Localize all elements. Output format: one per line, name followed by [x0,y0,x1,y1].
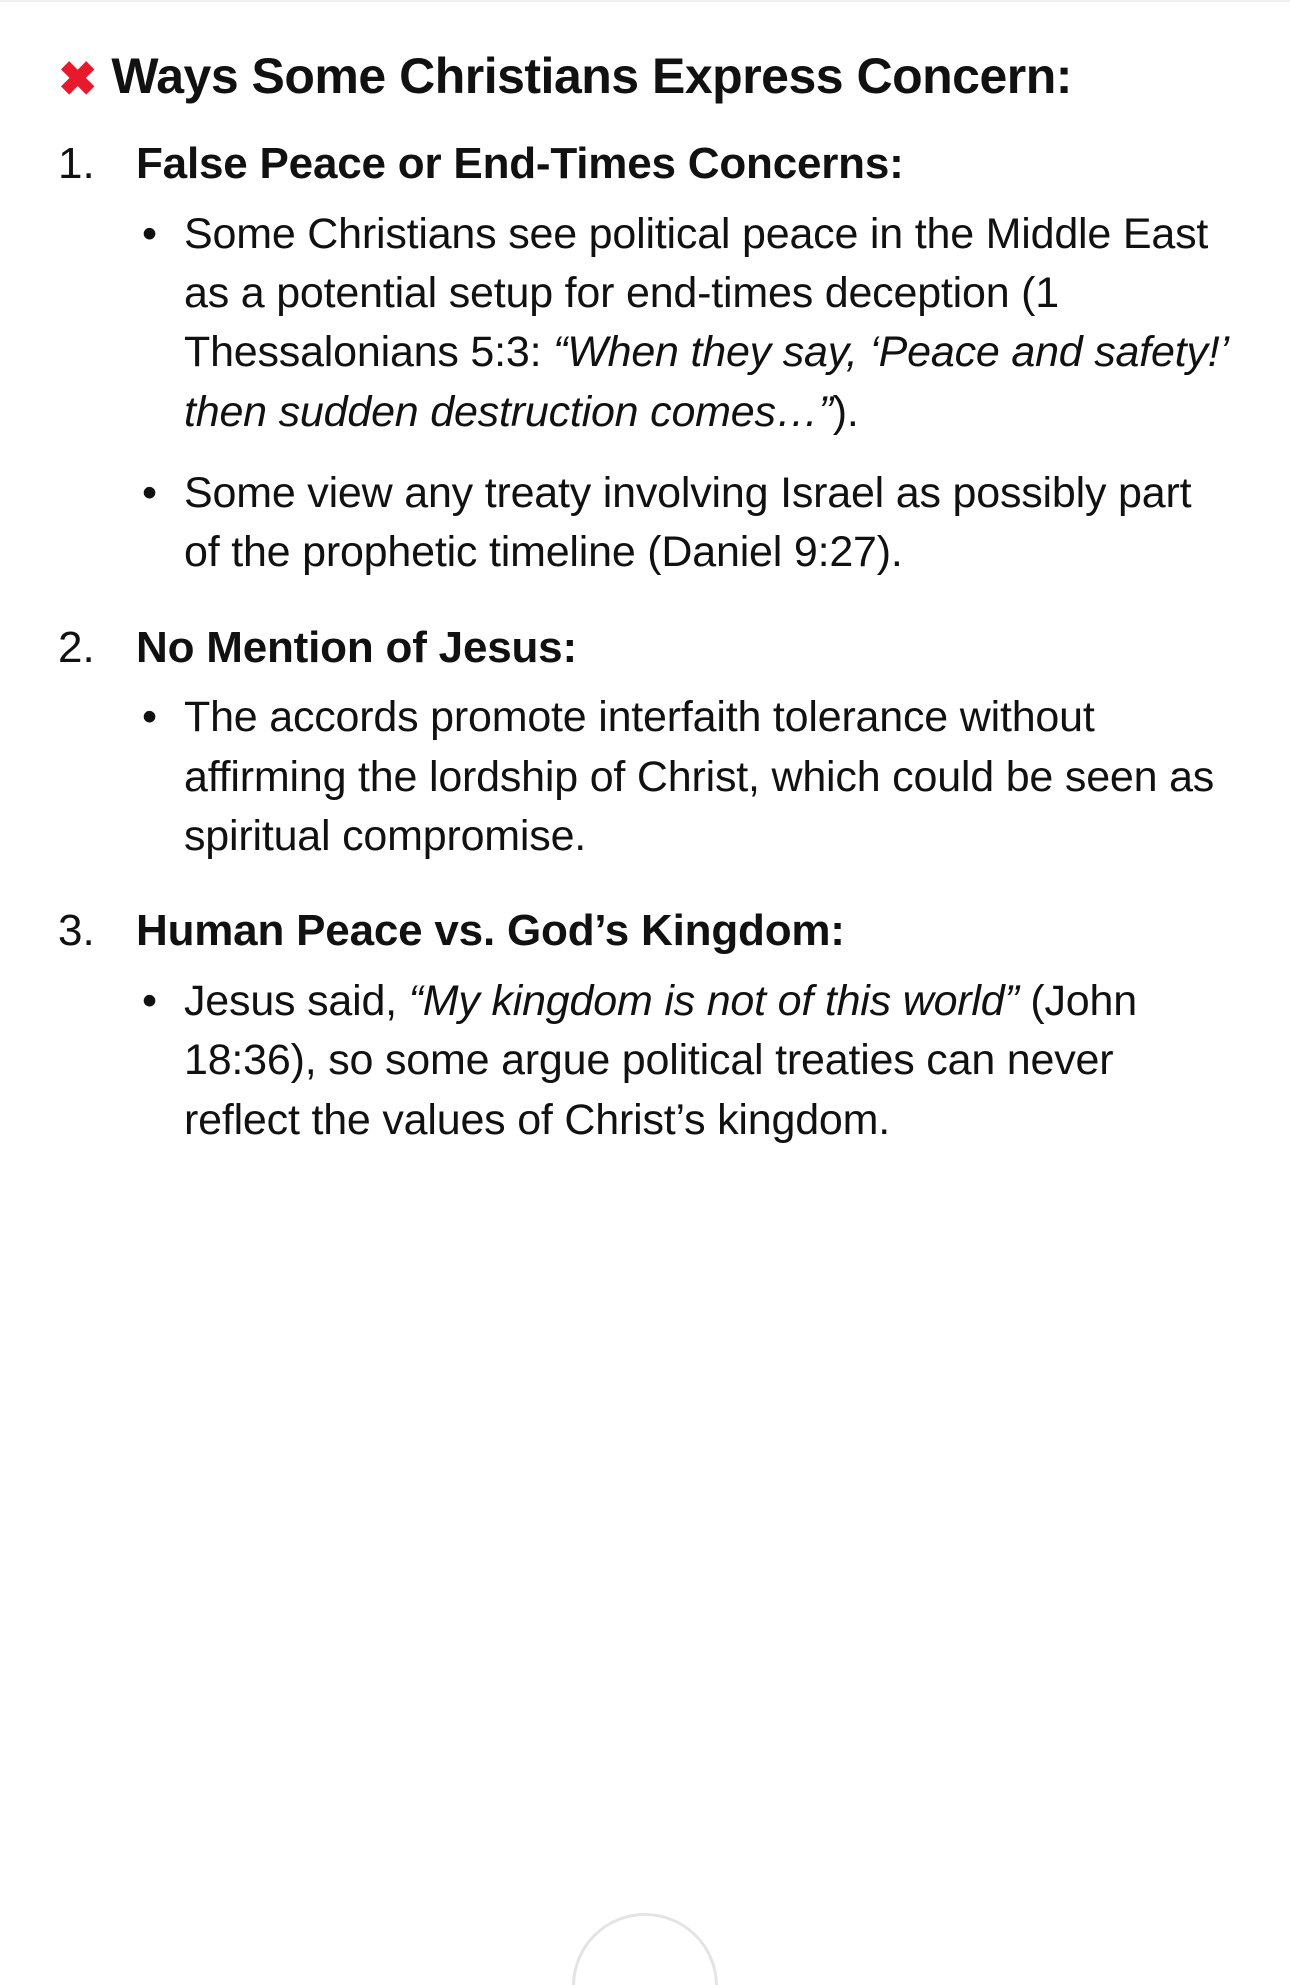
bullet-dot-icon: • [142,209,157,258]
sub-list-item [136,205,1234,442]
bullet-text-italic: “My kingdom is not of this world” [408,977,1019,1026]
list-item-title: No Mention of Jesus: [136,622,577,672]
bullet-text-tail: ). [832,387,859,436]
list-item [58,137,1234,583]
bullet-text-lead: The accords promote interfaith tolerance without affirming the lordship of Christ, which could be seen as spiritual compromise. [184,693,1215,861]
sub-list-item [136,688,1234,866]
sub-list [136,205,1234,583]
list-item-number: 2. [58,622,95,672]
bullet-text-italic: “When they say, ‘Peace and safety!’ then sudden destruction comes…” [184,328,1227,436]
sub-list-item [136,464,1234,583]
sub-list [136,688,1234,866]
list-item-number: 3. [58,906,95,956]
bullet-text-tail: (John 18:36), so some argue political treaties can never reflect the values of Christ’s kingdom. [184,977,1137,1144]
list-item [58,904,1234,1150]
bullet-dot-icon: • [142,693,157,742]
concern-list [58,137,1234,1150]
list-item [58,621,1234,867]
document-content [0,2,1290,1150]
sub-list [136,972,1234,1150]
bullet-text-lead: Some view any treaty involving Israel as possibly part of the prophetic timeline (Daniel 9:27). [184,469,1192,577]
sub-list-item [136,972,1234,1150]
list-item-number: 1. [58,139,95,189]
page-title [58,44,1234,109]
bullet-text-lead: Jesus said, [184,977,409,1026]
page-title-text: Ways Some Christians Express Concern: [111,48,1072,104]
bullet-dot-icon: • [142,977,157,1026]
cross-mark-icon: ✖ [58,52,98,105]
bullet-dot-icon: • [142,469,157,518]
bullet-text-lead: Some Christians see political peace in the Middle East as a potential setup for end-times deception (1 Thessalonians 5:3: [184,209,1209,377]
list-item-title: Human Peace vs. God’s Kingdom: [136,906,845,956]
list-item-title: False Peace or End-Times Concerns: [136,139,904,189]
bottom-rounded-edge [572,1913,718,1985]
